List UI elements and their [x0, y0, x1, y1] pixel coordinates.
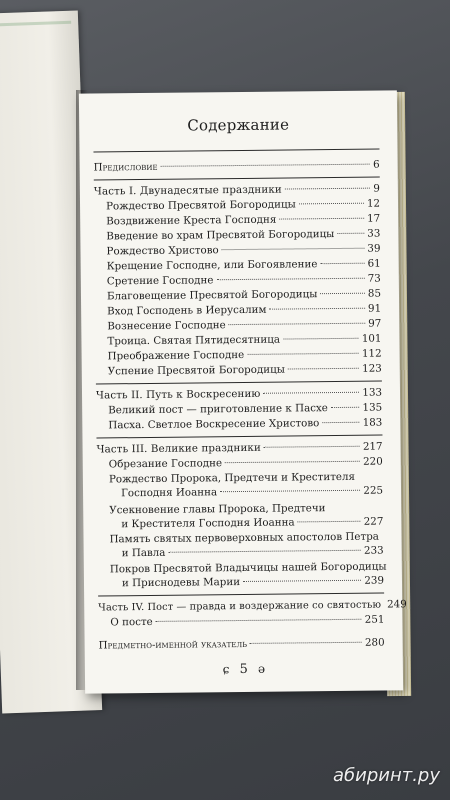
toc-entry-label: Часть IV. Пост — правда и воздержание со святостью	[98, 599, 382, 614]
toc-part-heading	[96, 387, 382, 403]
toc-entry-page: 251	[364, 613, 385, 626]
toc-entry-label: Благовещение Пресвятой Богородицы	[106, 288, 318, 303]
leader-dots	[337, 233, 364, 234]
toc-entry-label: Успение Пресвятой Богородицы	[107, 363, 286, 378]
toc-entry	[106, 243, 380, 259]
toc-entry-page: 101	[361, 332, 382, 345]
toc-entry-label: Часть III. Великие праздники	[96, 441, 261, 456]
toc-entry	[106, 198, 380, 214]
ornament-left-icon: ɕ	[222, 662, 230, 677]
page-title: Содержание	[187, 115, 290, 135]
leader-dots	[331, 407, 360, 408]
toc-entry-label: и Павла	[121, 546, 166, 560]
toc-entry	[107, 288, 381, 304]
toc-entry-label: О посте	[110, 615, 153, 629]
toc-entry-label: Крещение Господне, или Богоявление	[106, 258, 318, 273]
toc-entry-page: 183	[362, 416, 383, 429]
leader-dots	[229, 323, 365, 325]
toc-entry-label: Рождество Христово	[106, 244, 219, 258]
toc-entry-label: Господня Иоанна	[120, 486, 218, 500]
toc-entry-label: Обрезание Господне	[108, 457, 223, 471]
leader-dots	[320, 293, 364, 294]
toc-entry-page: 233	[363, 544, 384, 557]
toc-entry-page: 217	[362, 440, 383, 453]
toc-entry-label: Сретение Господне	[106, 274, 214, 288]
toc-entry-page: 73	[367, 272, 381, 285]
toc-entry-page: 112	[361, 347, 382, 360]
toc-entry-page: 33	[367, 227, 381, 240]
divider	[94, 177, 380, 181]
leader-dots	[161, 164, 371, 167]
divider	[96, 435, 382, 439]
toc-entry-page: 91	[367, 302, 382, 315]
toc-entry-label: Часть II. Путь к Воскресению	[95, 387, 261, 402]
toc-entry-page: 220	[363, 455, 383, 468]
toc-entry	[94, 159, 380, 175]
toc-part-heading	[97, 441, 383, 457]
toc-entry-label: Часть I. Двунадесятые праздники	[93, 183, 282, 198]
leader-dots	[322, 422, 359, 423]
leader-dots	[320, 263, 364, 264]
toc-entry-label: и Приснодевы Марии	[121, 576, 241, 590]
toc-entry-label: Рождество Пресвятой Богородицы	[105, 198, 296, 213]
divider	[93, 149, 379, 153]
left-page-line	[0, 384, 87, 387]
toc-part-heading	[94, 183, 380, 199]
toc-entry	[108, 348, 382, 364]
toc-entry-label: Предисловие	[93, 160, 158, 174]
toc-entry	[108, 363, 382, 379]
toc-entry-page: 9	[373, 182, 380, 195]
toc-entry-page: 135	[362, 401, 383, 414]
toc-entry-page: 6	[373, 158, 380, 171]
toc-entry-label: Предметно-именной указатель	[98, 637, 247, 652]
toc-entry-label: Воздвижение Креста Господня	[106, 213, 277, 228]
toc-entry	[107, 333, 381, 349]
leader-dots	[222, 248, 365, 250]
toc-entry-page: 225	[363, 484, 384, 497]
watermark: абиринт.ру	[332, 765, 440, 786]
leader-dots	[216, 278, 364, 281]
toc-entry-label: Вознесение Господне	[107, 319, 226, 333]
leader-dots	[250, 642, 362, 644]
toc-entry	[110, 614, 384, 630]
leader-dots	[225, 461, 360, 463]
page-number: 5	[239, 661, 248, 678]
toc-entry-label: Вход Господень в Иерусалим	[107, 303, 267, 318]
toc-entry-label: Пасха. Светлое Воскресение Христово	[108, 417, 320, 432]
divider	[98, 593, 384, 597]
toc-entry	[107, 258, 381, 274]
leader-dots	[283, 338, 359, 340]
toc-entry-label: и Крестителя Господня Иоанна	[121, 516, 295, 531]
toc-entry-page: 239	[364, 574, 385, 587]
toc-entry-label: Рождество Пророка, Предтечи и Крестителя	[108, 470, 356, 486]
toc-entry	[108, 402, 382, 418]
toc-entry-page: 12	[366, 197, 381, 210]
leader-dots	[299, 203, 364, 205]
toc-entry	[99, 637, 385, 653]
toc-entry-page: 17	[367, 212, 381, 225]
leader-dots	[220, 490, 360, 492]
leader-dots	[168, 550, 361, 553]
toc-entry	[122, 575, 384, 591]
toc-entry-page: 133	[362, 386, 383, 399]
toc-entry	[106, 228, 380, 244]
toc-part-heading	[98, 598, 407, 615]
toc-entry-page: 85	[367, 287, 382, 300]
leader-dots	[264, 446, 360, 448]
toc-entry-label: Память святых первоверховных апостолов Петра	[109, 530, 379, 546]
toc-entry	[107, 318, 381, 334]
leader-dots	[263, 392, 359, 394]
toc-entry-label: Великий пост — приготовление к Пасхе	[108, 402, 328, 417]
toc-entry-page: 249	[387, 598, 407, 611]
toc-entry	[106, 213, 380, 229]
left-page-decoration	[0, 21, 77, 207]
toc-entry-label: Покров Пресвятой Владычицы нашей Богородицы	[109, 560, 387, 576]
toc-entry	[107, 273, 381, 289]
toc-entry-page: 227	[363, 515, 384, 528]
toc-entry	[122, 545, 384, 561]
leader-dots	[247, 353, 359, 355]
toc-entry-label: Введение во храм Пресвятой Богородицы	[106, 228, 335, 243]
toc-page	[79, 90, 407, 693]
toc-entry-page: 123	[362, 362, 382, 375]
toc-entry-label: Преображение Господне	[107, 348, 245, 363]
toc-entry-label: Усекновение главы Пророка, Предтечи	[109, 502, 326, 517]
toc-entry	[121, 485, 383, 501]
ornament-right-icon: ə	[257, 661, 266, 676]
toc-entry	[121, 516, 383, 532]
leader-dots	[285, 188, 371, 190]
page-footer	[85, 660, 403, 678]
leader-dots	[269, 308, 365, 310]
toc-entry-page: 61	[367, 257, 381, 270]
toc-entry-page: 280	[364, 636, 385, 649]
toc-entry-label: Троица. Святая Пятидесятница	[107, 333, 281, 348]
divider	[96, 381, 382, 385]
leader-dots	[279, 218, 364, 220]
leader-dots	[298, 521, 361, 523]
leader-dots	[156, 619, 362, 622]
toc-entry-page: 39	[367, 242, 381, 255]
left-page-line	[0, 366, 86, 369]
toc-entry-page: 97	[368, 317, 382, 330]
toc-entry	[107, 303, 381, 319]
toc-entry	[109, 456, 383, 472]
leader-dots	[243, 580, 361, 582]
leader-dots	[288, 368, 359, 370]
toc-entry	[108, 417, 382, 433]
